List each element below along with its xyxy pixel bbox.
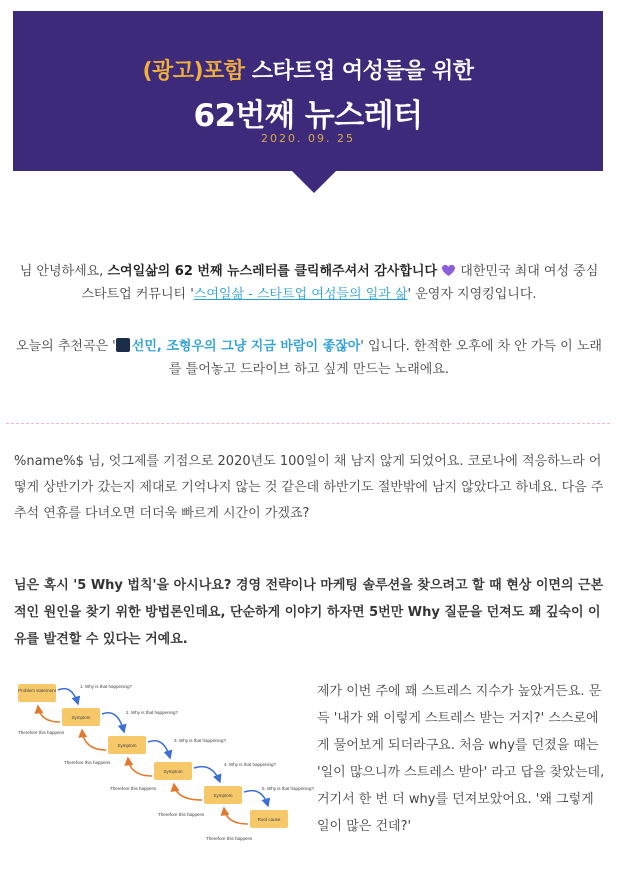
header-notch	[292, 171, 336, 193]
community-link[interactable]: 스여일삶 - 스타트업 여성들의 일과 삶	[193, 287, 408, 302]
header-subtitle: 스타트업 여성들을 위한	[244, 59, 474, 84]
problem-box	[18, 684, 56, 702]
svg-text:Therefore this happens: Therefore this happens	[206, 836, 253, 841]
svg-text:3. Why is that happening?: 3. Why is that happening?	[174, 738, 227, 743]
svg-text:Symptom: Symptom	[71, 715, 91, 720]
ad-label: (광고)포함	[142, 59, 245, 84]
five-why-diagram	[14, 678, 315, 850]
newsletter-header	[13, 11, 603, 171]
heart-icon	[441, 264, 456, 277]
song-text-1: 오늘의 추천곡은 '	[16, 339, 116, 354]
svg-text:2. Why is that happening?: 2. Why is that happening?	[126, 710, 179, 715]
intro-paragraph	[14, 260, 604, 306]
svg-text:Therefore this happens: Therefore this happens	[158, 812, 205, 817]
song-title: 선민, 조형우의 그냥 지금 바람이 좋잖아	[131, 339, 361, 354]
intro-text-3: ' 운영자 지영킹입니다.	[407, 287, 537, 302]
svg-text:Therefore this happens: Therefore this happens	[110, 786, 157, 791]
svg-text:Therefore this happens: Therefore this happens	[18, 730, 65, 735]
svg-text:Symptom: Symptom	[163, 769, 183, 774]
intro-text-1: 님 안녕하세요,	[19, 264, 108, 279]
header-title-line1	[13, 54, 603, 85]
svg-text:Symptom: Symptom	[117, 743, 137, 748]
header-title: 62번째 뉴스레터	[193, 98, 423, 134]
song-paragraph	[14, 335, 604, 381]
svg-text:1. Why is that happening?: 1. Why is that happening?	[80, 684, 133, 689]
paragraph-intro-time: %name%$ 님, 엇그제를 기점으로 2020년도 100일이 채 남지 않게 되었어요. 코로나에 적응하느라 어떻게 상반기가 갔는지 제대로 기억나지 않는 것 같은데 하반기도 절반밖에 남지 않았다고 하네요. 다음 주 추석 연휴를 다녀오면 더더욱 빠르게 시간이 가겠죠?	[14, 454, 604, 521]
music-note-icon	[116, 338, 130, 352]
header-date: 2020. 09. 25	[261, 132, 355, 145]
svg-text:Root cause: Root cause	[257, 817, 281, 822]
intro-bold: 스여일삶의 62 번째 뉴스레터를 클릭해주셔서 감사합니다	[107, 264, 438, 279]
intro-text-2: 대한민국 최대 여성 중심 스타트업 커뮤니티 '	[81, 264, 599, 302]
paragraph-stress: 제가 이번 주에 꽤 스트레스 지수가 높았거든요. 문득 '내가 왜 이렇게 스트레스 받는 거지?' 스스로에게 물어보게 되더라구요. 처음 why를 던졌을 때는 '일이 많으니까 스트레스 받아' 라고 답을 찾았는데, 거기서 한 번 더 why를 던져보았어요. '왜 그렇게 일이 많은 건데?'	[317, 684, 605, 834]
problem-label: Problem statement	[18, 688, 56, 693]
svg-text:Symptom: Symptom	[213, 793, 233, 798]
svg-text:Therefore this happens: Therefore this happens	[64, 760, 111, 765]
song-text-2: ' 입니다. 한적한 오후에 차 안 가득 이 노래를 틀어놓고 드라이브 하고 싶게 만드는 노래에요.	[168, 339, 602, 377]
svg-text:5. Why is that happening?: 5. Why is that happening?	[262, 786, 315, 791]
paragraph-5why: 님은 혹시 '5 Why 법칙'을 아시나요? 경영 전략이나 마케팅 솔루션을 찾으려고 할 때 현상 이면의 근본적인 원인을 찾기 위한 방법론인데요, 단순하게 이야기 하자면 5번만 Why 질문을 던져도 꽤 깊숙이 이유를 발견할 수 있다는 거예요.	[14, 578, 604, 647]
svg-text:4. Why is that happening?: 4. Why is that happening?	[224, 762, 277, 767]
section-divider	[6, 423, 610, 424]
